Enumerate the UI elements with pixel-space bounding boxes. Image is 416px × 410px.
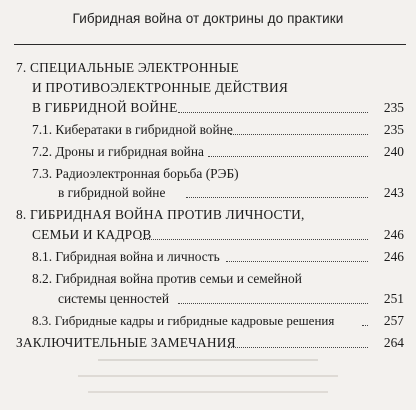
dot-leader bbox=[226, 261, 368, 262]
dot-leader bbox=[228, 347, 368, 348]
dot-leader bbox=[230, 134, 368, 135]
toc-page-number: 235 bbox=[383, 122, 404, 137]
dot-leader bbox=[140, 239, 368, 240]
toc-page-number: 246 bbox=[383, 249, 404, 264]
bleed-through-lines bbox=[58, 356, 358, 366]
bleed-through-texture bbox=[0, 372, 416, 382]
toc-chapter-7-title-line-3: В ГИБРИДНОЙ ВОЙНЕ bbox=[32, 100, 178, 115]
toc-entry[interactable] bbox=[0, 99, 416, 119]
toc-chapter-7-line-1 bbox=[0, 59, 416, 79]
toc-page-number: 240 bbox=[383, 144, 404, 159]
toc-entry[interactable] bbox=[0, 226, 416, 246]
toc-page-number: 257 bbox=[383, 313, 404, 328]
toc-section-label-line-1: 8.2. Гибридная война против семьи и семейной bbox=[32, 271, 302, 286]
toc-chapter-7-title-line-1: 7. СПЕЦИАЛЬНЫЕ ЭЛЕКТРОННЫЕ bbox=[16, 60, 239, 75]
dot-leader bbox=[178, 112, 368, 113]
toc-section-label-line-2: в гибридной войне bbox=[58, 185, 166, 200]
bleed-through-lines bbox=[58, 372, 358, 382]
toc-entry[interactable] bbox=[0, 334, 416, 354]
toc-section-label-line-1: 7.3. Радиоэлектронная борьба (РЭБ) bbox=[32, 166, 239, 181]
toc-chapter-7-line-2 bbox=[0, 79, 416, 99]
bleed-through-lines bbox=[58, 388, 358, 398]
toc-chapter-8-line-1 bbox=[0, 206, 416, 226]
toc-entry[interactable] bbox=[0, 290, 416, 310]
toc-chapter-8-title-line-1: 8. ГИБРИДНАЯ ВОЙНА ПРОТИВ ЛИЧНОСТИ, bbox=[16, 207, 305, 222]
toc-entry[interactable] bbox=[0, 143, 416, 163]
toc-entry-line-1 bbox=[0, 270, 416, 290]
toc-closing-label: ЗАКЛЮЧИТЕЛЬНЫЕ ЗАМЕЧАНИЯ bbox=[16, 335, 236, 350]
toc-section-label: 8.3. Гибридные кадры и гибридные кадровые решения bbox=[32, 313, 335, 328]
toc-entry[interactable] bbox=[0, 184, 416, 204]
toc-section-label: 7.2. Дроны и гибридная война bbox=[32, 144, 204, 159]
toc-page-number: 235 bbox=[383, 100, 404, 115]
toc-chapter-8-title-line-2: СЕМЬИ И КАДРОВ bbox=[32, 227, 152, 242]
toc-entry[interactable] bbox=[0, 312, 416, 332]
dot-leader bbox=[362, 325, 368, 326]
toc-section-label: 7.1. Кибератаки в гибридной войне bbox=[32, 122, 233, 137]
toc-page-number: 264 bbox=[383, 335, 404, 350]
toc-page-number: 246 bbox=[383, 227, 404, 242]
toc-entry[interactable] bbox=[0, 121, 416, 141]
bleed-through-texture bbox=[0, 356, 416, 366]
bleed-through-texture bbox=[0, 388, 416, 398]
dot-leader bbox=[186, 197, 368, 198]
toc-page-number: 243 bbox=[383, 185, 404, 200]
dot-leader bbox=[208, 156, 368, 157]
toc-entry-line-1 bbox=[0, 165, 416, 185]
toc-section-label: 8.1. Гибридная война и личность bbox=[32, 249, 220, 264]
toc-chapter-7-title-line-2: И ПРОТИВОЭЛЕКТРОННЫЕ ДЕЙСТВИЯ bbox=[32, 80, 289, 95]
dot-leader bbox=[178, 303, 368, 304]
toc-page-number: 251 bbox=[383, 291, 404, 306]
toc-entry[interactable] bbox=[0, 248, 416, 268]
toc-section-label-line-2: системы ценностей bbox=[58, 291, 170, 306]
running-header-title: Гибридная война от доктрины до практики bbox=[72, 11, 344, 26]
